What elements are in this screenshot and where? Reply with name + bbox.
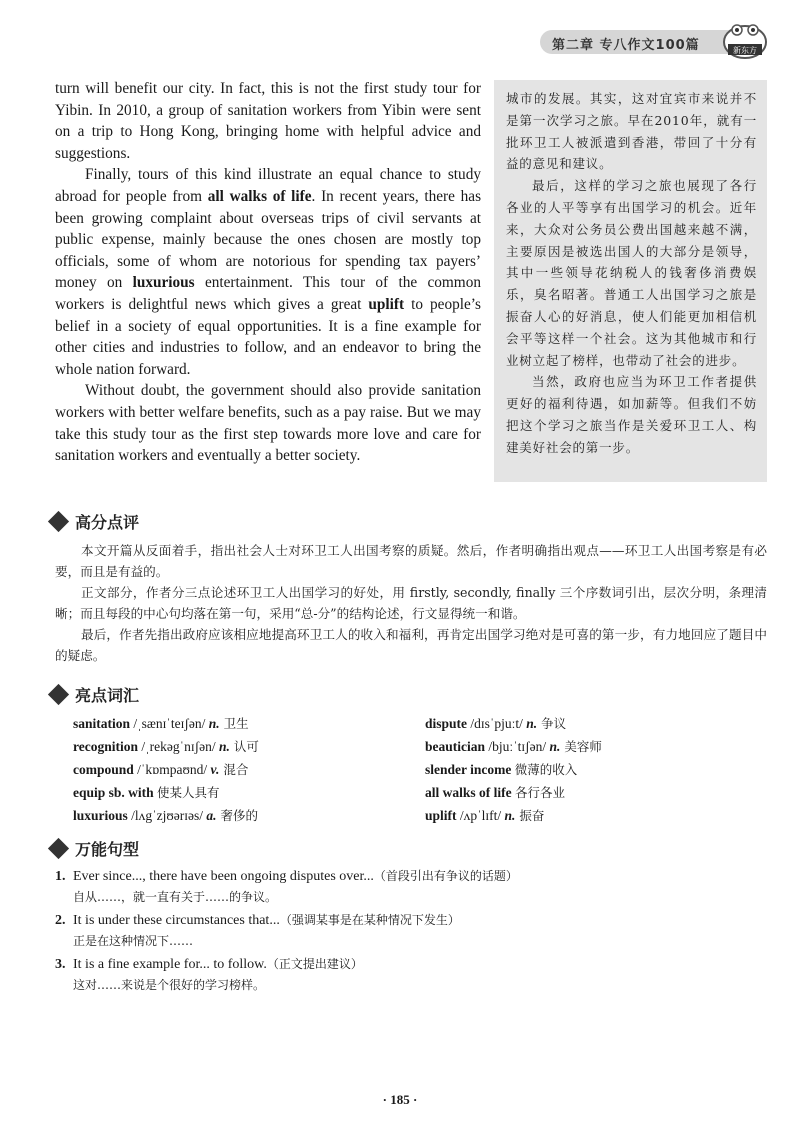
- diamond-bullet-icon: [48, 838, 69, 859]
- highlight-uplift: uplift: [368, 295, 405, 313]
- vocab-item: sanitation /ˌsænɪˈteɪʃən/ n. 卫生: [73, 716, 249, 731]
- chinese-paragraph-1: 城市的发展。其实，这对宜宾市来说并不是第一次学习之旅。早在2010年，就有一批环卫工人被派遣到香港，带回了十分有益的意见和建议。: [506, 91, 757, 172]
- vocab-item: dispute /dɪsˈpjuːt/ n. 争议: [425, 716, 567, 731]
- diamond-bullet-icon: [48, 511, 69, 532]
- sentence-list: [55, 866, 767, 998]
- review-paragraph: 正文部分，作者分三点论述环卫工人出国学习的好处，用 firstly, secondly, finally 三个序数词引出，层次分明，条理清晰；而且每段的中心句均落在第一句，采用“总-分”的结构论述，行文显得统一和谐。: [55, 585, 767, 621]
- logo-text: 新东方: [733, 46, 757, 55]
- vocab-item: uplift /ʌpˈlɪft/ n. 振奋: [425, 808, 545, 823]
- chinese-paragraph-2: 最后，这样的学习之旅也展现了各行各业的人平等享有出国学习的机会。近年来，大众对公务员公费出国越来越不满，主要原因是被选出国人的大部分是领导，其中一些领导花纳税人的钱奢侈消费娱乐，臭名昭著。普通工人出国学习之旅是振奋人心的好消息，使人们能更加相信机会平等这样一个社会。这为其他城市和行业树立起了榜样，也带动了社会的进步。: [506, 178, 757, 368]
- english-paragraph-3: Without doubt, the government should also provide sanitation workers with better welfare benefits, such as a pay raise. But we may take this study tour as the first step towards more love and care for sanitation workers and eventually a better society.: [55, 382, 481, 465]
- vocab-item: recognition /ˌrekəgˈnɪʃən/ n. 认可: [73, 739, 259, 754]
- review-section-title: 高分点评: [48, 510, 139, 533]
- english-paragraph-2: Finally, tours of this kind illustrate an equal chance to study abroad for people from all walks of life. In recent years, there has been growing complaint about overseas trips of civil servants at public expense, mainly because the ones chosen are mostly top officials, some of whom are notorious for spending tax payers’ money on luxurious entertainment. This tour of the common workers is delightful news which gives a great uplift to people’s belief in a society of equal opportunities. It is a fine example for other cities and industries to follow, and an endeavor to bring the whole nation forward.: [55, 166, 482, 378]
- chinese-paragraph-3: 当然，政府也应当为环卫工作者提供更好的福利待遇，如加薪等。但我们不妨把这个学习之旅当作是关爱环卫工人、构建美好社会的第一步。: [506, 374, 757, 455]
- vocab-item: beautician /bjuːˈtɪʃən/ n. 美容师: [425, 739, 602, 754]
- vocab-section-title: 亮点词汇: [48, 683, 139, 706]
- english-paragraph-1: turn will benefit our city. In fact, this is not the first study tour for Yibin. In 2010, a group of sanitation workers from Yibin were sent on a trip to Hong Kong, bringing home with helpful advice and suggestions.: [55, 80, 481, 162]
- diamond-bullet-icon: [48, 684, 69, 705]
- english-essay: [55, 78, 481, 467]
- vocab-list-right: [425, 712, 602, 827]
- review-paragraph: 本文开篇从反面着手，指出社会人士对环卫工人出国考察的质疑。然后，作者明确指出观点——环卫工人出国考察是有必要，而且是有益的。: [55, 543, 767, 579]
- sentence-item: 3. It is a fine example for... to follow.（正文提出建议） 这对……来说是个很好的学习榜样。: [55, 957, 363, 992]
- sentence-section-title: 万能句型: [48, 837, 139, 860]
- highlight-all-walks-of-life: all walks of life: [207, 187, 312, 205]
- review-text: [55, 540, 767, 666]
- mascot-logo-icon: [722, 20, 768, 60]
- vocab-item: all walks of life 各行各业: [425, 785, 566, 800]
- vocab-list-left: [73, 712, 259, 827]
- highlight-luxurious: luxurious: [132, 274, 195, 292]
- vocab-item: slender income 微薄的收入: [425, 762, 578, 777]
- page-number: · 185 ·: [382, 1092, 418, 1107]
- sentence-item: 2. It is under these circumstances that...（强调某事是在某种情况下发生） 正是在这种情况下……: [55, 913, 460, 948]
- vocab-item: equip sb. with 使某人具有: [73, 785, 220, 800]
- sentence-item: 1. Ever since..., there have been ongoing disputes over...（首段引出有争议的话题） 自从……，就一直有关于……的争议。: [55, 869, 518, 904]
- vocab-item: compound /ˈkɒmpaʊnd/ v. 混合: [73, 762, 249, 777]
- chapter-header: 第二章 专八作文100篇: [552, 38, 700, 53]
- vocab-item: luxurious /lʌgˈzjʊərɪəs/ a. 奢侈的: [73, 808, 259, 823]
- review-paragraph: 最后，作者先指出政府应该相应地提高环卫工人的收入和福利，再肯定出国学习绝对是可喜的第一步，有力地回应了题目中的疑虑。: [55, 627, 767, 663]
- chinese-translation: [494, 80, 767, 482]
